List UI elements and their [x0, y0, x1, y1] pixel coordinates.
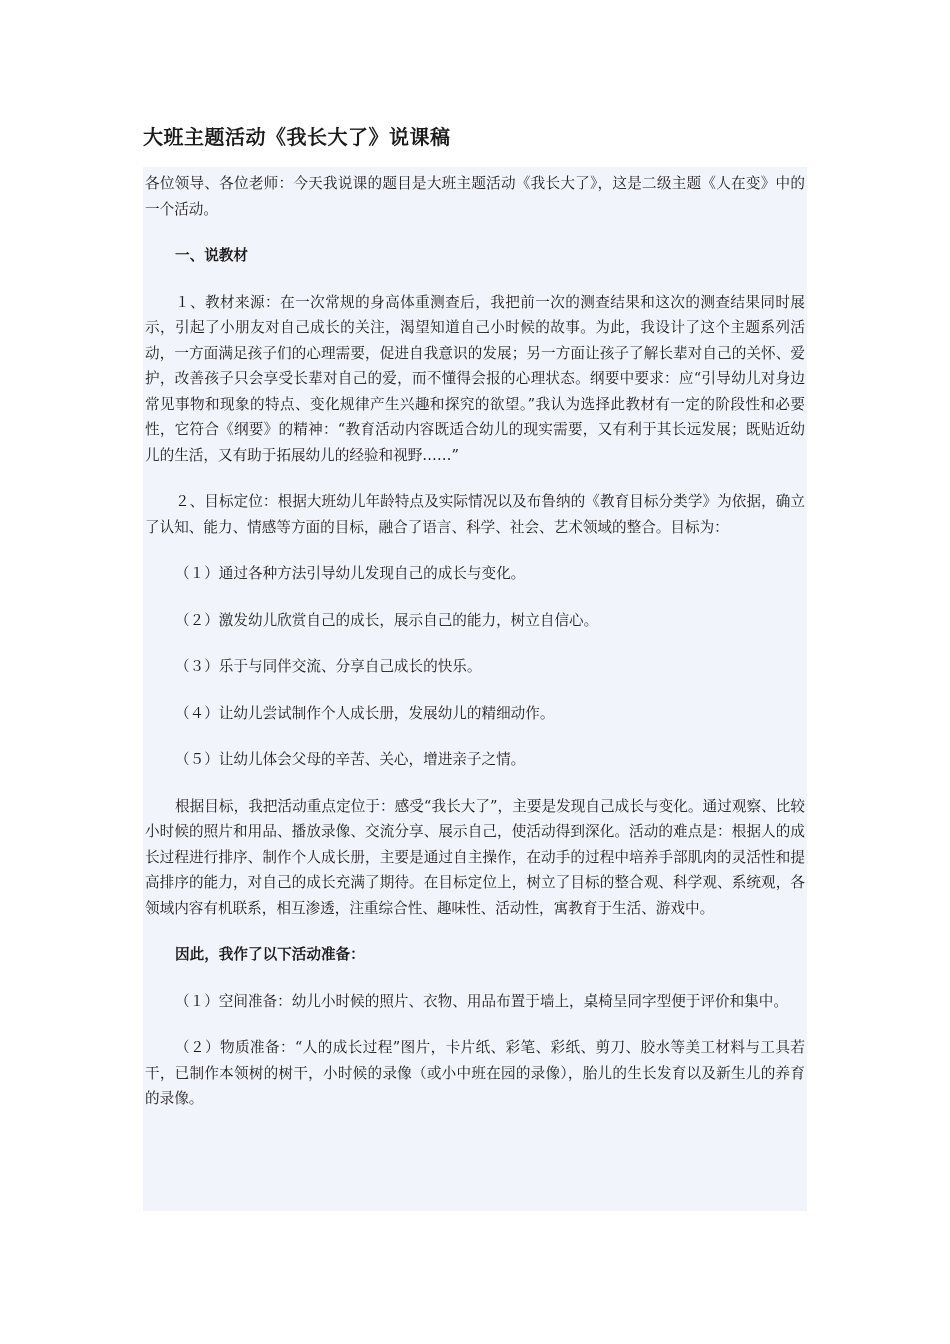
- document-body: [143, 167, 807, 1211]
- paragraph-key-points: 根据目标，我把活动重点定位于：感受“我长大了”，主要是发现自己成长与变化。通过观察、比较小时候的照片和用品、播放录像、交流分享、展示自己，使活动得到深化。活动的难点是：根据人的成长过程进行排序、制作个人成长册，主要是通过自主操作，在动手的过程中培养手部肌肉的灵活性和提高排序的能力，对自己的成长充满了期待。在目标定位上，树立了目标的整合观、科学观、系统观，各领域内容有机联系，相互渗透，注重综合性、趣味性、活动性，寓教育于生活、游戏中。: [145, 797, 805, 917]
- preparation-material: （２）物质准备：“人的成长过程”图片，卡片纸、彩笔、彩纸、剪刀、胶水等美工材料与工具若干，已制作本领树的树干，小时候的录像（或小中班在园的录像），胎儿的生长发育以及新生儿的养育的录像。: [145, 1039, 805, 1107]
- preparation-heading: 因此，我作了以下活动准备：: [175, 946, 365, 963]
- document-title: 大班主题活动《我长大了》说课稿: [143, 125, 451, 149]
- intro-paragraph: 各位领导、各位老师：今天我说课的题目是大班主题活动《我长大了》，这是二级主题《人在变》中的一个活动。: [145, 175, 805, 218]
- goal-item-4: （４）让幼儿尝试制作个人成长册，发展幼儿的精细动作。: [175, 704, 555, 722]
- goal-item-1: （１）通过各种方法引导幼儿发现自己的成长与变化。: [175, 565, 526, 582]
- paragraph-material-source: １、教材来源：在一次常规的身高体重测查后，我把前一次的测查结果和这次的测查结果同时展示，引起了小朋友对自己成长的关注，渴望知道自己小时候的故事。为此，我设计了这个主题系列活动，一方面满足孩子们的心理需要，促进自我意识的发展；另一方面让孩子了解长辈对自己的关怀、爱护，改善孩子只会享受长辈对自己的爱，而不懂得会报的心理状态。纲要中要求：应“引导幼儿对身边常见事物和现象的特点、变化规律产生兴趣和探究的欲望。”我认为选择此教材有一定的阶段性和必要性，它符合《纲要》的精神：“教育活动内容既适合幼儿的现实需要，又有利于其长远发展；既贴近幼儿的生活，又有助于拓展幼儿的经验和视野……”: [145, 293, 805, 464]
- paragraph-goal-position: ２、目标定位：根据大班幼儿年龄特点及实际情况以及布鲁纳的《教育目标分类学》为依据，确立了认知、能力、情感等方面的目标，融合了语言、科学、社会、艺术领域的整合。目标为：: [145, 493, 805, 536]
- section-heading-textbook: 一、说教材: [175, 247, 248, 264]
- goal-item-5: （５）让幼儿体会父母的辛苦、关心，增进亲子之情。: [175, 751, 526, 768]
- goal-item-2: （２）激发幼儿欣赏自己的成长，展示自己的能力，树立自信心。: [175, 611, 599, 629]
- goal-item-3: （３）乐于与同伴交流、分享自己成长的快乐。: [175, 658, 482, 675]
- preparation-space: （１）空间准备：幼儿小时候的照片、衣物、用品布置于墙上，桌椅呈同字型便于评价和集中。: [175, 992, 788, 1010]
